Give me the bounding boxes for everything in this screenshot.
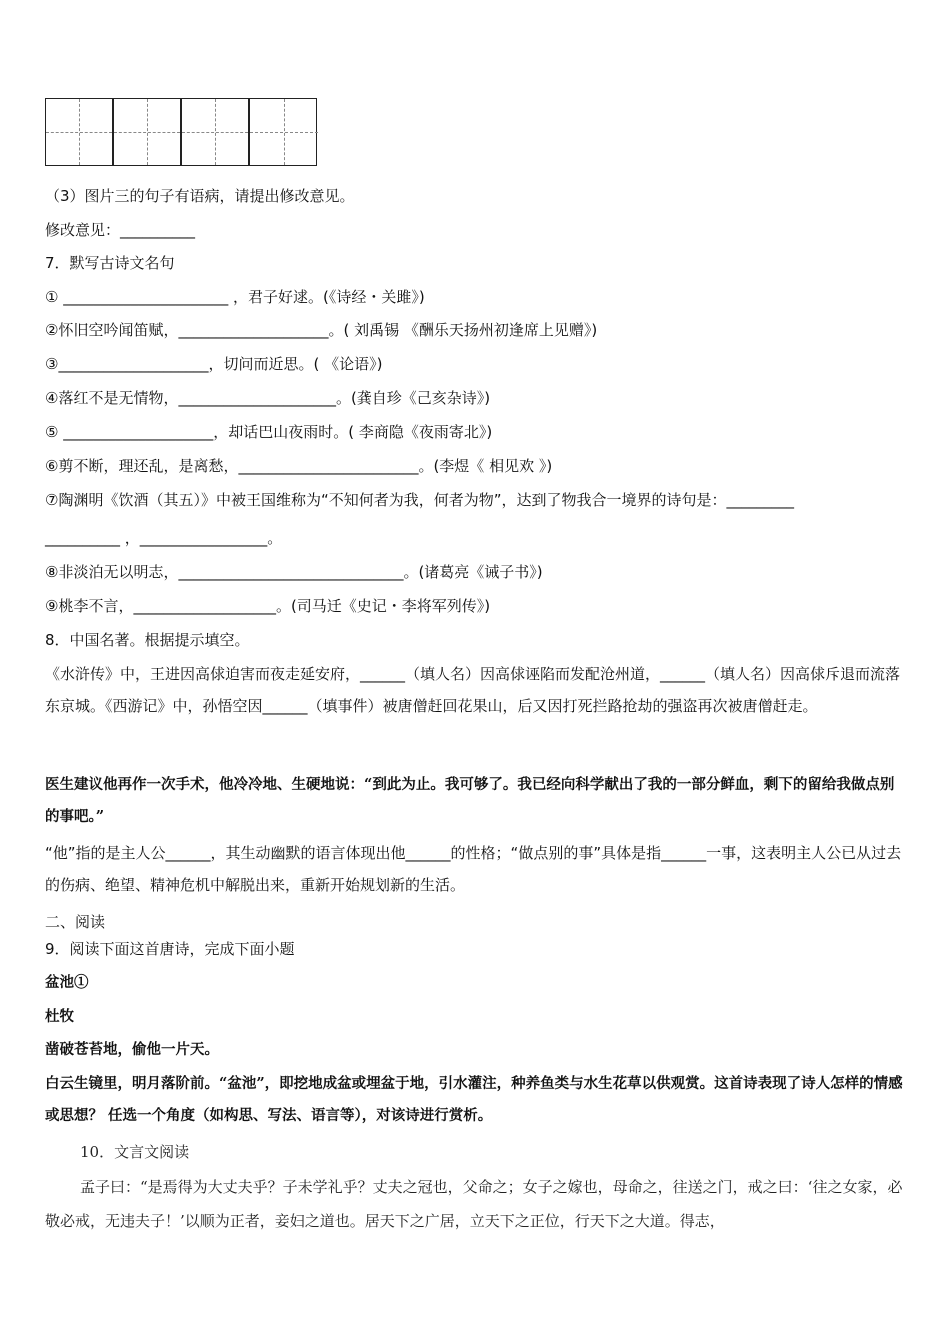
grid-cell: [182, 99, 250, 165]
q7-item-9: ⑨桃李不言，___________________。(司马迁《史记・李将军列传》): [45, 597, 491, 615]
grid-cell: [114, 99, 182, 165]
q7-item-5: ⑤ ____________________，却话巴山夜雨时。( 李商隐《夜雨寄北》): [45, 423, 493, 441]
q7-item-3: ③____________________，切问而近思。( 《论语》): [45, 355, 383, 373]
q9-heading: 9．阅读下面这首唐诗，完成下面小题: [45, 940, 295, 958]
section-reading-title: 二、阅读: [45, 913, 106, 931]
q9-poem-line: 凿破苍苔地，偷他一片天。: [45, 1041, 219, 1058]
q9-poem-title: 盆池①: [45, 974, 89, 991]
q7-item-8: ⑧非淡泊无以明志，______________________________。(诸葛亮《诫子书》): [45, 563, 543, 581]
q6-3-prompt: （3）图片三的句子有语病，请提出修改意见。: [45, 187, 355, 205]
q8-quote: 医生建议他再作一次手术，他冷冷地、生硬地说：“到此为止。我可够了。我已经向科学献出了我的一部分鲜血，剩下的留给我做点别的事吧。”: [45, 776, 895, 825]
q7-item-7: ⑦陶渊明《饮酒（其五）》中被王国维称为“不知何者为我，何者为物”，达到了物我合一境界的诗句是：_________: [45, 491, 794, 509]
q8-question: “他”指的是主人公______，其生动幽默的语言体现出他______的性格；“做点别的事”具体是指______一事，这表明主人公已从过去的伤病、绝望、精神危机中解脱出来，重新开始规划新的生活。: [45, 844, 902, 894]
q10-heading: 10．文言文阅读: [80, 1143, 190, 1161]
q7-item-1: ① ______________________ ，君子好逑。(《诗经・关雎》): [45, 288, 425, 306]
q7-item-6: ⑥剪不断，理还乱，是离愁，________________________。(李煜《 相见欢 》): [45, 457, 553, 475]
q7-item-4: ④落红不是无情物，_____________________。(龚自珍《己亥杂诗》): [45, 389, 491, 407]
q9-paragraph: 白云生镜里，明月落阶前。“盆池”，即挖地成盆或埋盆于地，引水灌注，种养鱼类与水生花草以供观赏。这首诗表现了诗人怎样的情感或思想？ 任选一个角度（如构思、写法、语言等），对该诗进行赏析。: [45, 1075, 903, 1124]
q7-item-2: ②怀旧空吟闻笛赋，____________________。( 刘禹锡 《酬乐天扬州初逢席上见赠》): [45, 321, 598, 339]
q9-author: 杜牧: [45, 1008, 74, 1025]
grid-cell: [46, 99, 114, 165]
grid-cell: [250, 99, 318, 165]
q7-item-7-cont: __________ ，_________________。: [45, 529, 283, 547]
answer-grid: [45, 98, 317, 166]
q7-heading: 7．默写古诗文名句: [45, 254, 175, 272]
q8-heading: 8．中国名著。根据提示填空。: [45, 631, 250, 649]
q10-paragraph: 孟子曰：“是焉得为大丈夫乎？子未学礼乎？丈夫之冠也，父命之；女子之嫁也，母命之，往送之门，戒之曰：‘往之女家，必敬必戒，无违夫子！’以顺为正者，妾妇之道也。居天下之广居，立天下之正位，行天下之大道。得志，: [45, 1178, 903, 1230]
q8-paragraph: 《水浒传》中，王进因高俅迫害而夜走延安府，______（填人名）因高俅诬陷而发配沧州道，______（填人名）因高俅斥退而流落东京城。《西游记》中，孙悟空因______（填事件）被唐僧赶回花果山，后又因打死拦路抢劫的强盗再次被唐僧赶走。: [45, 665, 901, 715]
q6-3-answer-line: 修改意见：__________: [45, 221, 196, 239]
